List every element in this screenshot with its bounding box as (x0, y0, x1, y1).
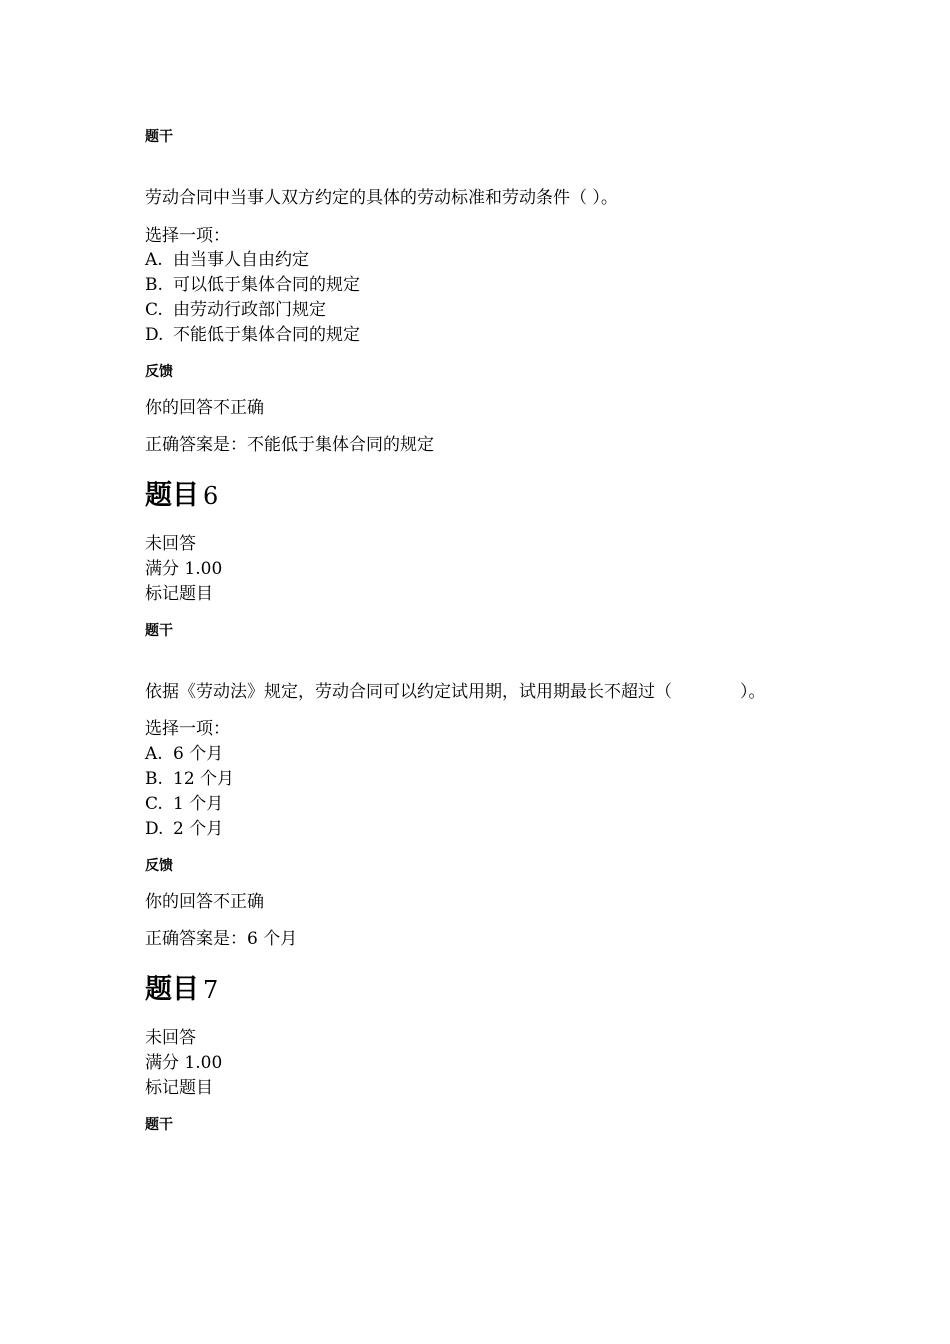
option-text: 6 个月 (173, 744, 224, 764)
q6-question-text: 依据《劳动法》规定，劳动合同可以约定试用期，试用期最长不超过（ ）。 (145, 682, 766, 702)
q6-status: 未回答 (145, 534, 196, 554)
q6-flag-link[interactable]: 标记题目 (145, 584, 213, 604)
q6-correct-answer: 正确答案是：6 个月 (145, 929, 298, 949)
option-letter: A. (145, 250, 163, 270)
q5-option-a[interactable] (145, 252, 309, 269)
q7-score: 满分 1.00 (145, 1053, 223, 1073)
option-letter: B. (145, 769, 163, 789)
q6-option-c[interactable] (145, 796, 223, 813)
q5-option-c[interactable] (145, 302, 326, 319)
option-letter: C. (145, 794, 163, 814)
option-text: 可以低于集体合同的规定 (173, 275, 360, 295)
q6-heading (145, 482, 218, 509)
q6-option-a[interactable] (145, 746, 223, 763)
option-letter: B. (145, 275, 163, 295)
q7-status: 未回答 (145, 1028, 196, 1048)
q6-choose-label: 选择一项： (145, 719, 230, 739)
option-text: 由劳动行政部门规定 (173, 300, 326, 320)
q5-option-d[interactable] (145, 327, 360, 344)
q7-stem-label: 题干 (145, 1117, 173, 1133)
q6-option-d[interactable] (145, 821, 223, 838)
option-letter: A. (145, 744, 163, 764)
option-letter: D. (145, 819, 164, 839)
option-text: 不能低于集体合同的规定 (173, 325, 360, 345)
q6-feedback-text: 你的回答不正确 (145, 892, 264, 912)
option-text: 2 个月 (173, 819, 224, 839)
q7-title: 题目 (145, 974, 199, 1005)
q5-choose-label: 选择一项： (145, 226, 230, 246)
q6-stem-label: 题干 (145, 623, 173, 639)
q6-score: 满分 1.00 (145, 559, 223, 579)
q6-feedback-label: 反馈 (145, 858, 173, 874)
q5-question-text: 劳动合同中当事人双方约定的具体的劳动标准和劳动条件（ ）。 (145, 188, 618, 208)
q5-correct-answer: 正确答案是：不能低于集体合同的规定 (145, 435, 434, 455)
q7-heading (145, 976, 218, 1003)
option-text: 由当事人自由约定 (173, 250, 309, 270)
q5-stem-label: 题干 (145, 129, 173, 145)
q5-feedback-label: 反馈 (145, 364, 173, 380)
option-text: 1 个月 (173, 794, 224, 814)
option-text: 12 个月 (173, 769, 235, 789)
q5-feedback-text: 你的回答不正确 (145, 398, 264, 418)
q6-number: 6 (203, 482, 219, 510)
q6-option-b[interactable] (145, 771, 234, 788)
q5-option-b[interactable] (145, 277, 360, 294)
q7-number: 7 (203, 976, 219, 1004)
q6-title: 题目 (145, 480, 199, 511)
q7-flag-link[interactable]: 标记题目 (145, 1078, 213, 1098)
option-letter: C. (145, 300, 163, 320)
option-letter: D. (145, 325, 164, 345)
